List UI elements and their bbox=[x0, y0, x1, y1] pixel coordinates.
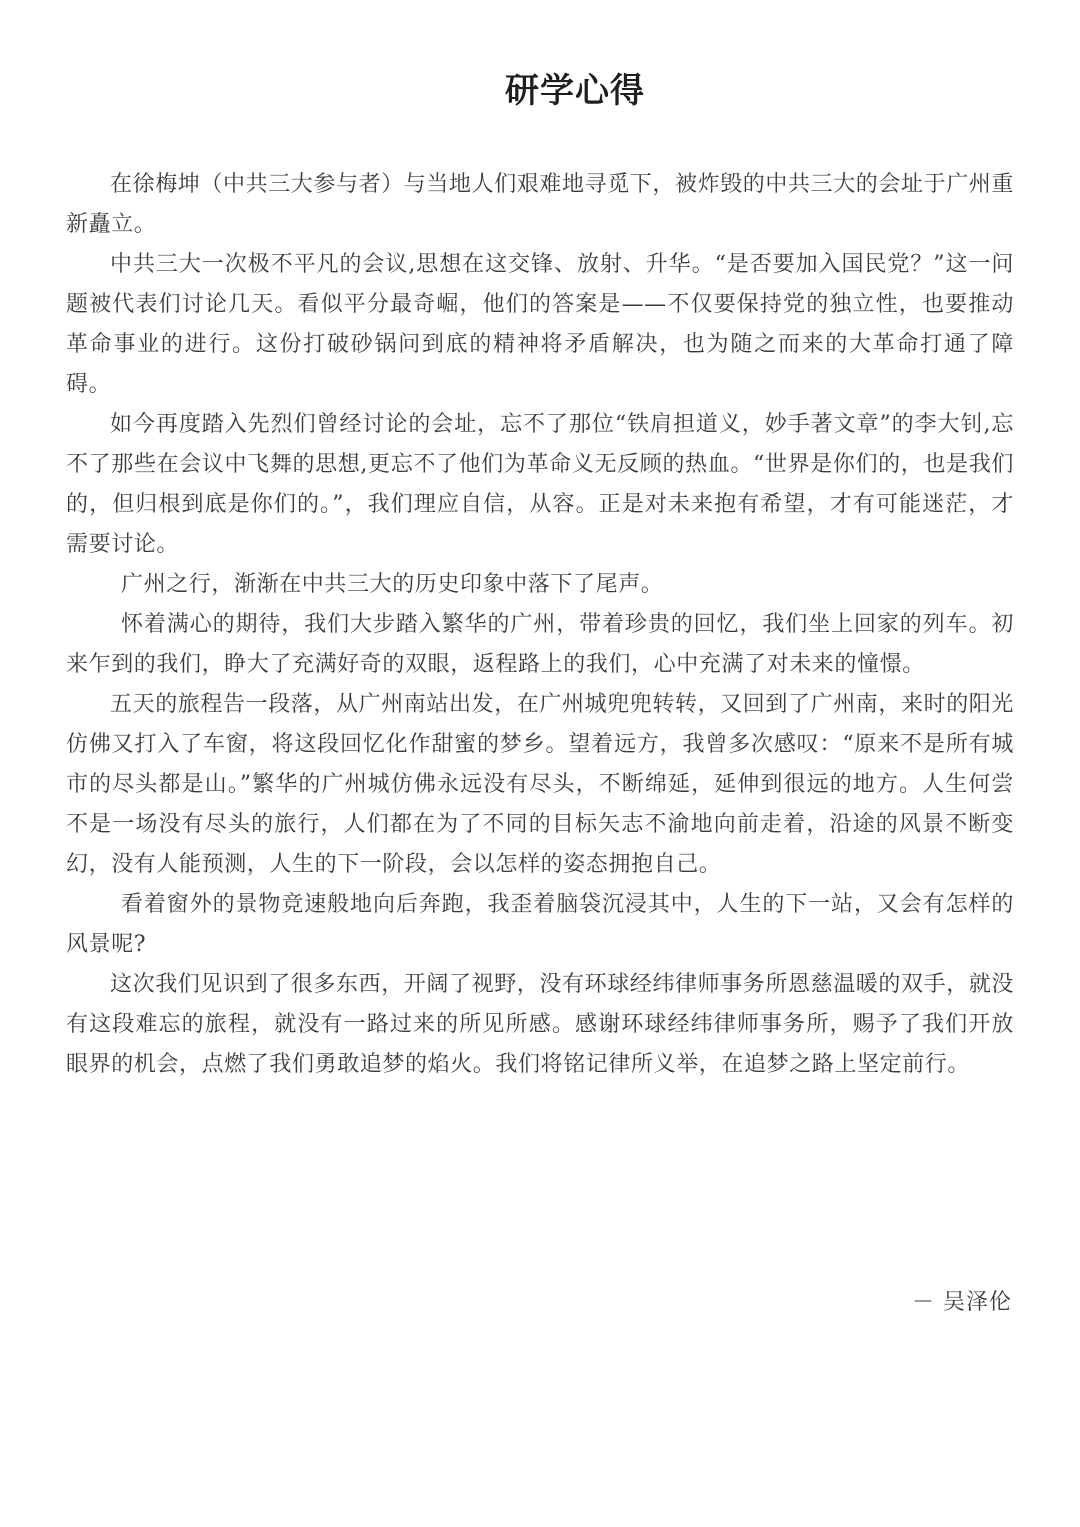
paragraph: 看着窗外的景物竞速般地向后奔跑，我歪着脑袋沉浸其中，人生的下一站，又会有怎样的风景呢? bbox=[66, 892, 1014, 957]
paragraph: 怀着满心的期待，我们大步踏入繁华的广州，带着珍贵的回忆，我们坐上回家的列车。初来乍到的我们，睁大了充满好奇的双眼，返程路上的我们，心中充满了对未来的憧憬。 bbox=[66, 612, 1014, 677]
paragraph: 这次我们见识到了很多东西，开阔了视野，没有环球经纬律师事务所恩慈温暖的双手，就没有这段难忘的旅程，就没有一路过来的所见所感。感谢环球经纬律师事务所，赐予了我们开放眼界的机会，点燃了我们勇敢追梦的焰火。我们将铭记律所义举，在追梦之路上坚定前行。 bbox=[66, 972, 1015, 1077]
document-body bbox=[66, 165, 1014, 1085]
paragraph: 五天的旅程告一段落，从广州南站出发，在广州城兜兜转转，又回到了广州南，来时的阳光仿佛又打入了车窗，将这段回忆化作甜蜜的梦乡。望着远方，我曾多次感叹：“原来不是所有城市的尽头都是山。”繁华的广州城仿佛永远没有尽头，不断绵延，延伸到很远的地方。人生何尝不是一场没有尽头的旅行，人们都在为了不同的目标矢志不渝地向前走着，沿途的风景不断变幻，没有人能预测，人生的下一阶段，会以怎样的姿态拥抱自己。 bbox=[66, 692, 1015, 877]
document-title: 研学心得 bbox=[505, 71, 645, 111]
author-signature: － 吴泽伦 bbox=[912, 1290, 1012, 1315]
paragraph: 在徐梅坤（中共三大参与者）与当地人们艰难地寻觅下，被炸毁的中共三大的会址于广州重新矗立。 bbox=[66, 172, 1015, 237]
paragraph: 如今再度踏入先烈们曾经讨论的会址，忘不了那位“铁肩担道义，妙手著文章”的李大钊,忘不了那些在会议中飞舞的思想,更忘不了他们为革命义无反顾的热血。“世界是你们的，也是我们的，但归根到底是你们的。”，我们理应自信，从容。正是对未来抱有希望，才有可能迷茫，才需要讨论。 bbox=[66, 412, 1014, 557]
paragraph: 广州之行，渐渐在中共三大的历史印象中落下了尾声。 bbox=[121, 572, 664, 597]
paragraph: 中共三大一次极不平凡的会议,思想在这交锋、放射、升华。“是否要加入国民党？”这一问题被代表们讨论几天。看似平分最奇崛，他们的答案是——不仅要保持党的独立性，也要推动革命事业的进行。这份打破砂锅问到底的精神将矛盾解决，也为随之而来的大革命打通了障碍。 bbox=[66, 252, 1014, 397]
